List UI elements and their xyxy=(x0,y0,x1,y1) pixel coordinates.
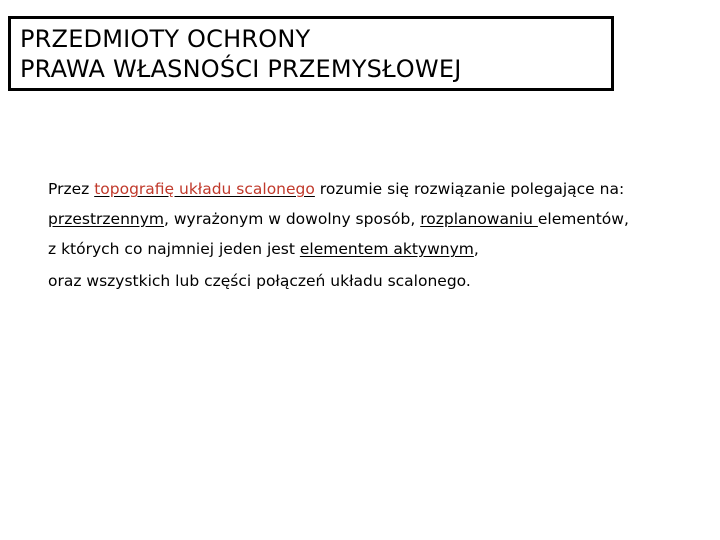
connections-paragraph: oraz wszystkich lub części połączeń układu scalonego. xyxy=(48,272,471,290)
spatial-end-text: elementów, xyxy=(537,210,629,228)
slide-body xyxy=(48,180,688,290)
underlined-spatial: przestrzennym xyxy=(48,210,165,228)
slide-title-line-1: PRZEDMIOTY OCHRONY xyxy=(20,25,311,53)
active-element-intro: z których co najmniej jeden jest xyxy=(48,240,300,258)
definition-continuation: rozumie się rozwiązanie polegające na: xyxy=(314,180,625,198)
definition-intro: Przez xyxy=(48,180,95,198)
spatial-arrangement-paragraph xyxy=(48,210,688,228)
highlighted-term: topografię układu scalonego xyxy=(94,180,315,198)
slide-title-line-2: PRAWA WŁASNOŚCI PRZEMYSŁOWEJ xyxy=(20,55,462,83)
underlined-arrangement: rozplanowaniu xyxy=(420,210,538,228)
definition-paragraph xyxy=(48,180,688,198)
active-element-paragraph xyxy=(48,240,688,258)
slide-title-box xyxy=(8,16,614,91)
spatial-middle-text: , wyrażonym w dowolny sposób, xyxy=(164,210,421,228)
active-element-end: , xyxy=(473,240,479,258)
underlined-active-element: elementem aktywnym xyxy=(299,240,474,258)
